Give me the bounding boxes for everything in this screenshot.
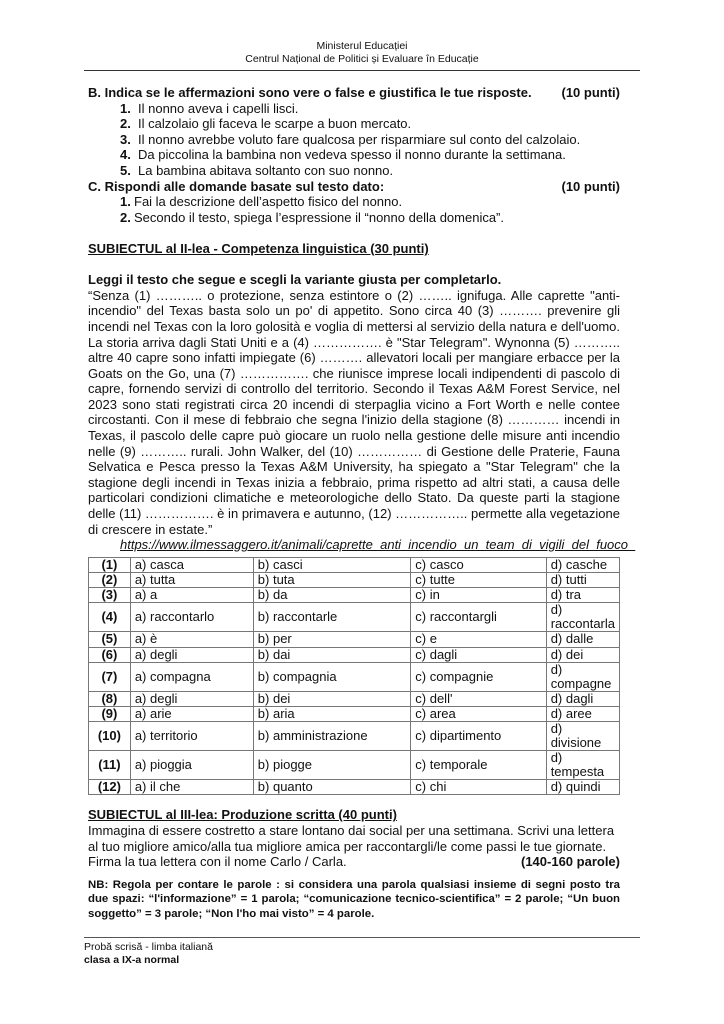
header-divider	[84, 70, 640, 71]
table-row: (10) a) territorio b) amministrazione c) dipartimento d) divisione	[89, 722, 620, 751]
list-item: 2. Il calzolaio gli faceva le scarpe a buon mercato.	[120, 116, 412, 132]
table-row: (2) a) tutta b) tuta c) tutte d) tutti	[89, 573, 620, 588]
writing-task: Immagina di essere costretto a stare lontano dai social per una settimana. Scrivi una lettera al tuo migliore amico/alla tua migliore amica per raccontargli/le come passi le tue giornate. Firma la tua lettera con il nome Carlo / Carla. (140-160 parole)	[88, 822, 620, 870]
header-center: Centrul Național de Politici și Evaluare în Educație	[245, 53, 479, 65]
table-row: (3) a) a b) da c) in d) tra	[89, 588, 620, 603]
source-link[interactable]: https://www.ilmessaggero.it/animali/caprette_anti_incendio_un_team_di_vigili_del_fuoco_	[120, 537, 636, 553]
list-item: 4. Da piccolina la bambina non vedeva spesso il nonno durante la settimana.	[120, 147, 566, 163]
exam-content	[88, 85, 636, 921]
options-table	[88, 557, 620, 796]
footer-class: clasa a IX-a normal	[84, 953, 180, 966]
table-row: (12) a) il che b) quanto c) chi d) quindi	[89, 780, 620, 795]
subject-3-title: SUBIECTUL al III-lea: Produzione scritta (40 punti)	[88, 807, 397, 823]
subject-2-title: SUBIECTUL al II-lea - Competenza linguistica (30 punti)	[88, 240, 429, 256]
word-count-requirement: (140-160 parole)	[521, 854, 620, 870]
table-row: (6) a) degli b) dai c) dagli d) dei	[89, 647, 620, 662]
header-ministry: Ministerul Educației	[316, 40, 408, 52]
list-item: 1. Fai la descrizione dell’aspetto fisico del nonno.	[120, 194, 403, 210]
cloze-passage: “Senza (1) ……….. o protezione, senza estintore o (2) …….. ignifuga. Alle caprette "anti-incendio" del Texas basta solo un po' di appetito. Sono circa 40 (3) ………. prevenire gli incendi nel Texas con la loro golosità e voglia di mettersi al servizio della natura e dell'uomo. La storia arriva dagli Stati Uniti e a (4) ……………. è "Star Telegram". Wynonna (5) ……….. altre 40 capre sono infatti impiegate (6) ………. allevatori locali per mangiare erbacce per la Goats on the Go, una (7) ……………. che riunisce imprese locali indipendenti di pascolo di capre, fornendo servizi di controllo del territorio. Secondo il Texas A&M Forest Service, nel 2023 sono stati registrati circa 20 incendi di sterpaglia vicino a Fort Worth e nelle contee circostanti. Con il mese di febbraio che segna l'inizio della stagione (8) ………… incendi in Texas, il pascolo delle capre può giocare un ruolo nella gestione delle misure anti incendio nelle (9) ……….. rurali. John Walker, del (10) …………… di Gestione delle Praterie, Fauna Selvatica e Pesca presso la Texas A&M University, ha spiegato a "Star Telegram" che la stagione degli incendi in Texas inizia a febbraio, prima rispetto ad altri stati, a causa delle particolari condizioni climatiche e meteorologiche dello Stato. Da queste parti la stagione delle (11) ……………. è in primavera e autunno, (12) …………….. permette alla vegetazione di crescere in estate.”	[88, 287, 620, 537]
section-b-heading	[88, 85, 620, 101]
page-header	[84, 40, 640, 66]
list-item: 3. Il nonno avrebbe voluto fare qualcosa per risparmiare sul conto del calzolaio.	[120, 131, 581, 147]
table-row: (7) a) compagna b) compagnia c) compagnie d) compagne	[89, 662, 620, 691]
word-count-note: NB: Regola per contare le parole : si considera una parola qualsiasi insieme di segni posto tra due spazi: “l'informazione” = 1 parola; “comunicazione tecnico-scientifica” = 2 parole; “Un buon soggetto” = 3 parole; “Non l'ho mai visto” = 4 parole.	[88, 878, 620, 920]
section-c-points: (10 punti)	[561, 178, 620, 194]
section-c-heading	[88, 179, 620, 195]
section-b-list	[88, 101, 620, 179]
table-row: (4) a) raccontarlo b) raccontarle c) raccontargli d) raccontarla	[89, 603, 620, 632]
table-row: (8) a) degli b) dei c) dell' d) dagli	[89, 691, 620, 706]
list-item: 5. La bambina abitava soltanto con suo nonno.	[120, 162, 394, 178]
section-b-title: B. Indica se le affermazioni sono vere o false e giustifica le tue risposte.	[88, 85, 532, 100]
section-b-points: (10 punti)	[561, 85, 620, 100]
table-row: (11) a) pioggia b) piogge c) temporale d) tempesta	[89, 751, 620, 780]
list-item: 1. Il nonno aveva i capelli lisci.	[120, 100, 299, 116]
table-row: (5) a) è b) per c) e d) dalle	[89, 632, 620, 647]
table-row: (9) a) arie b) aria c) area d) aree	[89, 706, 620, 721]
table-row: (1) a) casca b) casci c) casco d) casche	[89, 557, 620, 572]
footer-divider	[84, 937, 640, 938]
footer-exam-type: Probă scrisă - limba italiană	[84, 941, 213, 953]
list-item: 2. Secondo il testo, spiega l’espressione il “nonno della domenica”.	[120, 209, 504, 225]
section-c-list	[88, 194, 620, 225]
page-footer	[84, 941, 213, 966]
section-c-title: C. Rispondi alle domande basate sul testo dato:	[88, 178, 385, 194]
subject-2-instruction: Leggi il testo che segue e scegli la variante giusta per completarlo.	[88, 272, 502, 288]
